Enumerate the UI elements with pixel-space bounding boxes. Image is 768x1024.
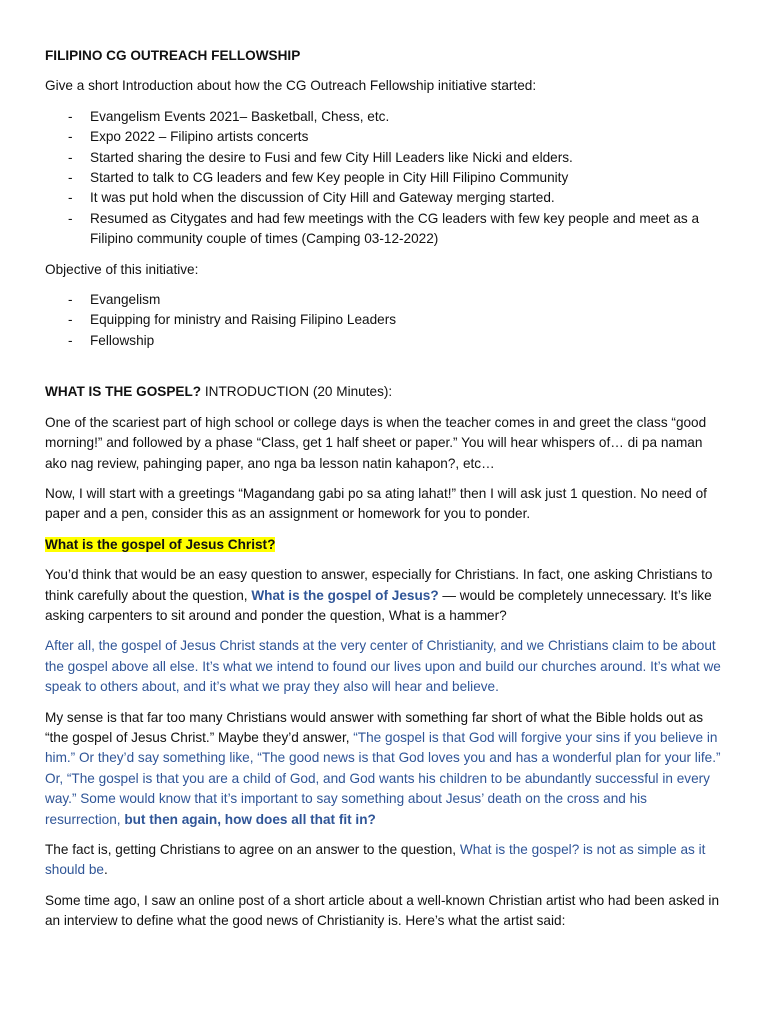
paragraph-scariest: One of the scariest part of high school or college days is when the teacher comes in and greet the class “good morning!” and followed by a phase “Class, get 1 half sheet or paper.” You will hear whispers of… di pa naman ako nag review, pahinging paper, ano nga ba lesson natin kahapon?, etc… [45,414,707,471]
document-title: FILIPINO CG OUTREACH FELLOWSHIP [45,48,301,63]
text-run: You’d think that would be an easy question to answer, especially for Christians. In fact, one asking Christians to think carefully about the question, [45,567,713,603]
paragraph-artist: Some time ago, I saw an online post of a short article about a well-known Christian artist who had been asked in an interview to define what the good news of Christianity is. Here’s what the artist said: [45,892,720,929]
list-item: - Expo 2022 – Filipino artists concerts [45,127,724,147]
list-item: - Resumed as Citygates and had few meetings with the CG leaders with few key people and meet as a Filipino community couple of times (Camping 03-12-2022) [45,209,724,250]
list-item: - Equipping for ministry and Raising Filipino Leaders [45,310,724,330]
list-item: - Started to talk to CG leaders and few Key people in City Hill Filipino Community [45,168,724,188]
section-spacer [45,361,724,382]
text-run: The fact is, getting Christians to agree on an answer to the question, [45,842,460,857]
list-item: - Evangelism [45,290,724,310]
text-run: . [103,862,108,878]
text-run: — would be completely unnecessary. It’s like asking carpenters to sit around and ponder the question, What is a hammer? [45,587,712,623]
quoted-answers: “The gospel is that God will forgive your sins if you believe in him.” Or they’d say something like, “The good news is that God loves you and has a wonderful plan for your life.” Or, “The gospel is that you are a child of God, and God wants his children to be abundantly successful in every way.” Some would know that it’s important to say something about Jesus’ death on the cross and his resurrection, [45,729,721,827]
list-item: - It was put hold when the discussion of City Hill and Gateway merging started. [45,188,724,208]
highlighted-question-text: What is the gospel of Jesus Christ? [45,536,276,552]
objective-label: Objective of this initiative: [45,261,199,277]
history-list [45,107,724,250]
paragraph-easy-question [45,565,724,626]
highlighted-question [45,535,724,555]
list-item: - Started sharing the desire to Fusi and few City Hill Leaders like Nicki and elders. [45,148,724,168]
paragraph-center-of-christianity: After all, the gospel of Jesus Christ stands at the very center of Christianity, and we Christians claim to be about the gospel above all else. It’s what we intend to found our lives upon and build our churches around. It’s what we speak to others about, and it’s what we pray they also will hear and believe. [45,638,721,695]
section-heading-rest: INTRODUCTION (20 Minutes): [201,384,393,400]
list-item: - Evangelism Events 2021– Basketball, Chess, etc. [45,107,724,127]
emphasis-fit-in: but then again, how does all that fit in? [124,811,376,827]
paragraph-fact [45,840,724,881]
blue-question: What is the gospel? is not as simple as it should be [45,842,706,878]
section-heading-bold: WHAT IS THE GOSPEL? [45,384,202,400]
paragraph-greeting: Now, I will start with a greetings “Magandang gabi po sa ating lahat!” then I will ask just 1 question. No need of paper and a pen, consider this as an assignment or homework for you to ponder. [45,485,707,522]
list-item: - Fellowship [45,331,724,351]
objective-list [45,290,724,351]
emphasis-question: What is the gospel of Jesus? [251,587,439,603]
paragraph-far-short [45,708,724,830]
section-heading [45,382,724,402]
text-run: My sense is that far too many Christians would answer with something far short of what the Bible holds out as “the gospel of Jesus Christ.” Maybe they’d answer, [45,709,704,745]
intro-prompt: Give a short Introduction about how the CG Outreach Fellowship initiative started: [45,78,537,94]
